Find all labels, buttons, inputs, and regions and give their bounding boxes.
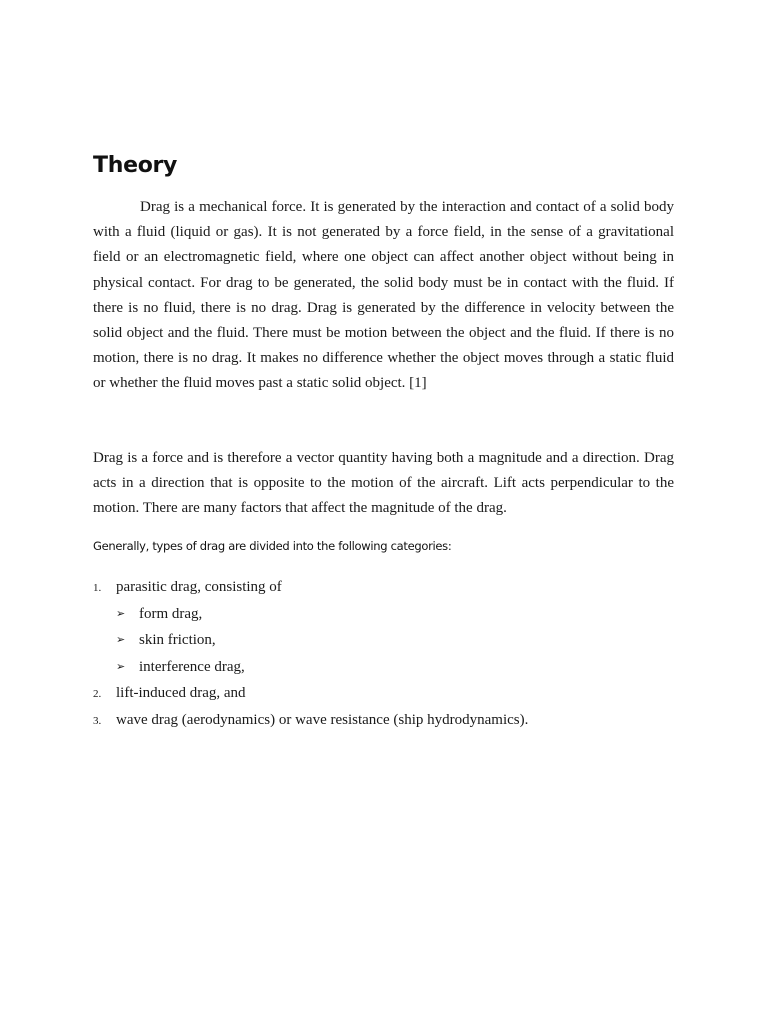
list-subitem-text: skin friction, xyxy=(139,632,216,648)
paragraph-drag-definition: Drag is a mechanical force. It is generated by the interaction and contact of a solid body with a fluid (liquid or gas). It is not generated by a force field, in the sense of a gravitational field or an electromagnetic field, where one object can affect another object without being in physical contact. For drag to be generated, the solid body must be in contact with the fluid. If there is no fluid, there is no drag. Drag is generated by the difference in velocity between the solid object and the fluid. There must be motion between the object and the fluid. If there is no motion, there is no drag. It makes no difference whether the object moves through a static fluid or whether the fluid moves past a static solid object. [1] xyxy=(93,199,674,392)
list-subitem-text: form drag, xyxy=(139,605,203,622)
list-number: 1. xyxy=(93,582,102,594)
section-title: Theory xyxy=(93,153,178,178)
drag-types-list xyxy=(93,574,693,733)
list-item-text: parasitic drag, consisting of xyxy=(116,579,282,595)
list-subitem xyxy=(93,601,693,628)
arrow-bullet-icon: ➢ xyxy=(116,659,126,673)
list-item xyxy=(93,707,693,734)
list-item xyxy=(93,574,693,601)
list-number: 3. xyxy=(93,714,102,727)
arrow-bullet-icon: ➢ xyxy=(116,633,126,646)
paragraph-drag-vector: Drag is a force and is therefore a vector quantity having both a magnitude and a direction. Drag acts in a direction that is opposite to the motion of the aircraft. Lift acts perpendicular to the motion. There are many factors that affect the magnitude of the drag. xyxy=(93,450,674,517)
list-subitem-text: interference drag, xyxy=(139,658,245,675)
list-subitem xyxy=(93,654,693,681)
list-item-text: wave drag (aerodynamics) or wave resistance (ship hydrodynamics). xyxy=(116,711,529,728)
list-subitem xyxy=(93,627,693,654)
categories-subheading: Generally, types of drag are divided into the following categories: xyxy=(93,539,452,553)
list-item-text: lift-induced drag, and xyxy=(116,685,246,701)
arrow-bullet-icon: ➢ xyxy=(116,606,126,620)
list-number: 2. xyxy=(93,688,102,700)
list-item xyxy=(93,680,693,707)
